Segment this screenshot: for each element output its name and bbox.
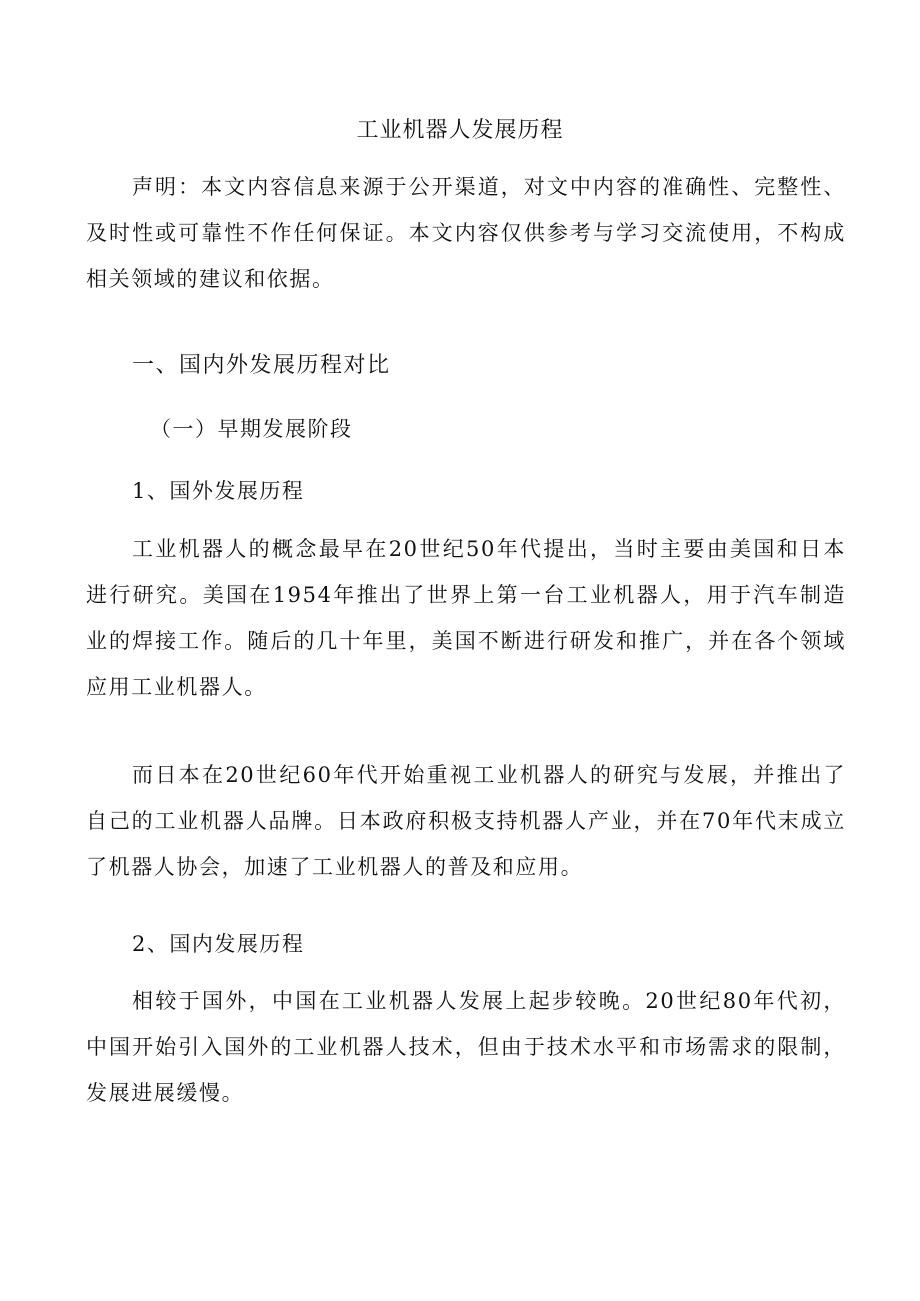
paragraph-foreign-usa: 工业机器人的概念最早在20世纪50年代提出，当时主要由美国和日本进行研究。美国在1954年推出了世界上第一台工业机器人，用于汽车制造业的焊接工作。随后的几十年里，美国不断进行研发和推广，并在各个领域应用工业机器人。 [86, 537, 846, 699]
item-heading-foreign: 1、国外发展历程 [132, 479, 305, 503]
item-heading-domestic: 2、国内发展历程 [132, 932, 305, 956]
paragraph-foreign-japan: 而日本在20世纪60年代开始重视工业机器人的研究与发展，并推出了自己的工业机器人品牌。日本政府积极支持机器人产业，并在70年代末成立了机器人协会，加速了工业机器人的普及和应用。 [86, 763, 846, 879]
paragraph-domestic: 相较于国外，中国在工业机器人发展上起步较晚。20世纪80年代初，中国开始引入国外的工业机器人技术，但由于技术水平和市场需求的限制，发展进展缓慢。 [86, 989, 846, 1105]
section-heading-1: 一、国内外发展历程对比 [132, 353, 391, 378]
document-title: 工业机器人发展历程 [356, 118, 564, 143]
subsection-heading-1: （一）早期发展阶段 [150, 417, 353, 441]
disclaimer-paragraph: 声明：本文内容信息来源于公开渠道，对文中内容的准确性、完整性、及时性或可靠性不作任何保证。本文内容仅供参考与学习交流使用，不构成相关领域的建议和依据。 [86, 175, 846, 291]
